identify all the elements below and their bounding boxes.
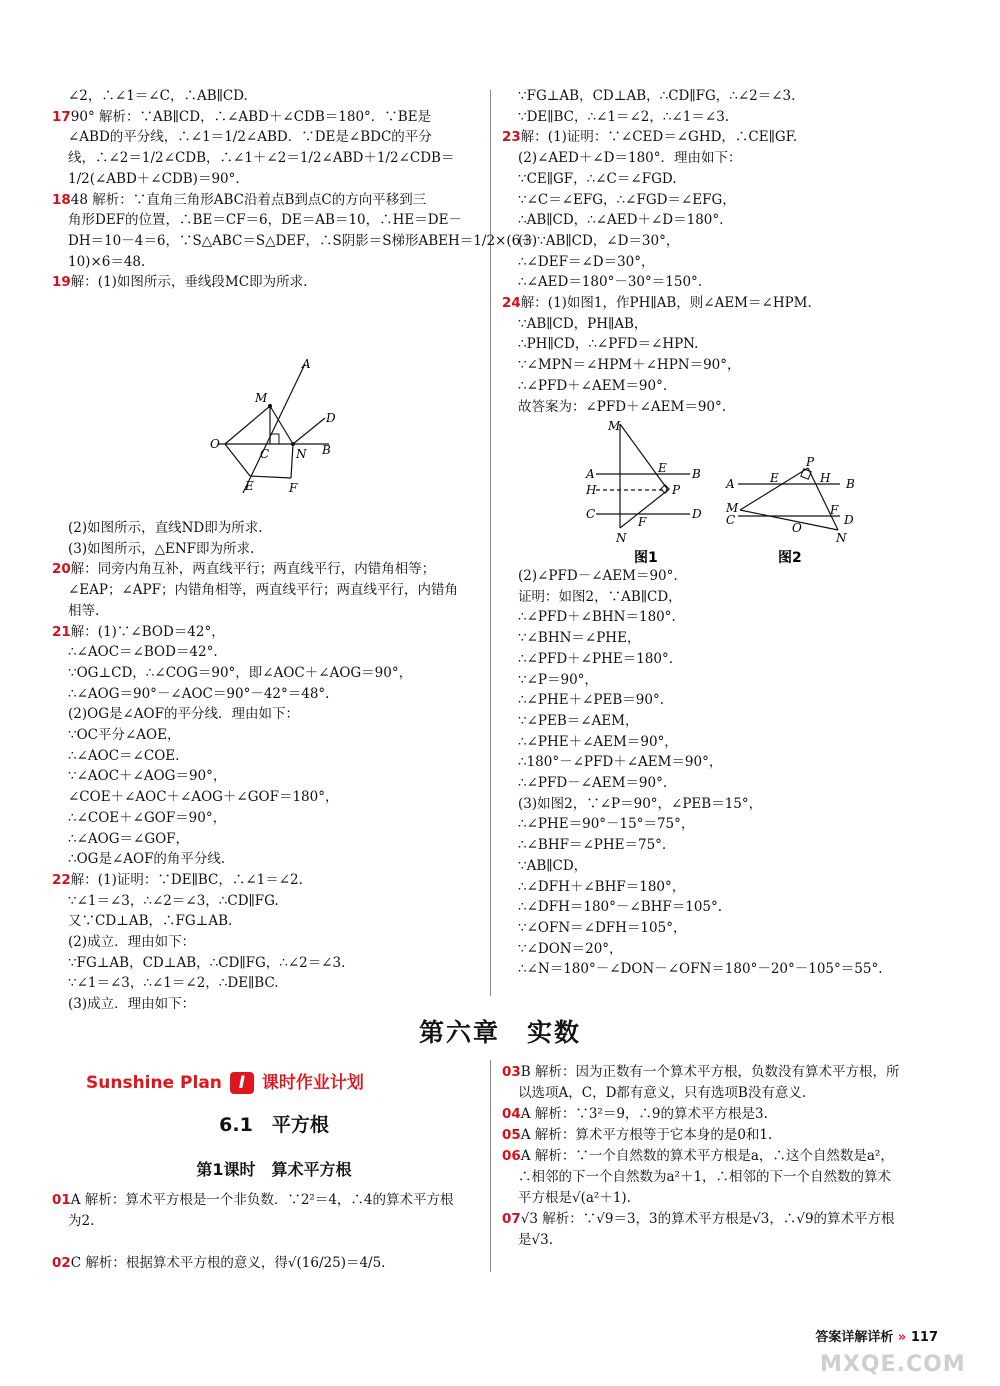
answer-line [518, 252, 930, 273]
answer-text: ∴∠PHE＝90°－15°＝75°， [518, 816, 695, 833]
answer-text: ∠EAP；∠APF；内错角相等，两直线平行；两直线平行，内错角 [68, 582, 459, 599]
answer-text: (2)如图所示，直线ND即为所求. [68, 520, 263, 536]
section-title: 6.1 平方根 [219, 1114, 329, 1136]
answer-text: A 解析：∵3²＝9，∴9的算术平方根是3. [520, 1106, 768, 1122]
answer-line [68, 169, 480, 190]
page-footer [815, 1326, 938, 1345]
answer-line [52, 107, 480, 128]
answer-text: ∵CE∥GF，∴∠C＝∠FGD. [518, 170, 677, 187]
answer-line [518, 877, 930, 898]
answer-line [518, 1083, 930, 1104]
answer-line [68, 704, 480, 725]
question-number: 19 [52, 274, 71, 291]
question-number: 22 [52, 871, 71, 888]
answer-line [518, 607, 930, 628]
answer-text: ∵FG⊥AB，CD⊥AB，∴CD∥FG，∴∠2＝∠3. [518, 88, 796, 104]
question-number: 24 [502, 295, 521, 312]
sunshine-plan-text: Sunshine Plan [86, 1073, 222, 1093]
answer-text: (3)如图所示，△ENF即为所求. [68, 540, 255, 557]
answer-text: (2)∠AED＋∠D＝180°．理由如下： [518, 150, 742, 167]
answer-line [518, 856, 930, 877]
question-number: 18 [52, 191, 71, 208]
question-number: 03 [502, 1064, 521, 1080]
fig2-label-N: N [836, 531, 847, 545]
sunshine-plan-subtitle: 课时作业计划 [261, 1073, 364, 1093]
fig1-label-E: E [658, 461, 667, 475]
answer-line [68, 973, 480, 994]
answer-text: ∴∠COE＋∠GOF＝90°， [68, 809, 227, 826]
answer-text: 相等. [68, 602, 100, 619]
label-E: E [245, 479, 254, 493]
answer-line [68, 231, 534, 252]
answer-line [518, 376, 930, 397]
answer-text: ∴∠AOC＝∠BOD＝42°. [68, 644, 218, 661]
label-C: C [260, 447, 270, 461]
answer-line [68, 148, 480, 169]
answer-text: ∴∠PFD＋∠AEM＝90°. [518, 377, 668, 394]
answer-text: (2)OG是∠AOF的平分线．理由如下： [68, 706, 299, 723]
fig2-label-P: P [806, 455, 815, 469]
answer-text: ∴∠AOG＝90°－∠AOC＝90°－42°＝48°. [68, 685, 330, 702]
answer-line [52, 622, 480, 643]
answer-line [518, 773, 930, 794]
answer-text: ∴∠PFD＋∠PHE＝180°. [518, 650, 674, 667]
question-number: 23 [502, 129, 521, 146]
answer-text: ∴相邻的下一个自然数为a²＋1，∴相邻的下一个自然数的算术 [518, 1169, 892, 1185]
answer-text: ∴∠AED＝180°－30°＝150°. [518, 274, 703, 291]
label-A: A [302, 357, 311, 371]
answer-line [52, 559, 480, 580]
answer-text: 1/2(∠ABD＋∠CDB)＝90°. [68, 170, 240, 187]
answer-text: 解：(1)证明：∵DE∥BC，∴∠1＝∠2. [70, 871, 303, 888]
answer-line [518, 690, 930, 711]
answer-text: 10)×6＝48. [68, 253, 146, 270]
answer-line [68, 663, 480, 684]
question-number: 02 [52, 1255, 71, 1271]
answer-text: 线，∴∠2＝1/2∠CDB，∴∠1＋∠2＝1/2∠ABD＋1/2∠CDB＝ [68, 150, 455, 167]
answer-text: ∴∠DFH＝180°－∠BHF＝105°. [518, 899, 723, 916]
answer-line [68, 808, 480, 829]
answer-text: ∵∠AOC＋∠AOG＝90°， [68, 768, 227, 785]
answer-line [502, 1104, 930, 1125]
answer-line [518, 355, 930, 376]
answer-line [518, 711, 930, 732]
answer-text: ∵∠DON＝20°， [518, 940, 623, 957]
answer-line [518, 272, 930, 293]
left-column-answers-continued [52, 518, 480, 1015]
question-number: 21 [52, 623, 71, 640]
answer-line [68, 1211, 480, 1232]
answer-line [68, 1232, 480, 1253]
answer-line [518, 190, 930, 211]
fig1-label-P: P [672, 483, 681, 497]
answer-text: (2)∠PFD－∠AEM＝90°. [518, 568, 678, 584]
answer-line [68, 725, 480, 746]
answer-text [68, 1234, 72, 1250]
answer-line [68, 746, 480, 767]
answer-text: ∵OC平分∠AOE， [68, 727, 181, 744]
footer-arrow-icon: » [897, 1330, 907, 1345]
question-number: 06 [502, 1148, 521, 1164]
right-column-answers [502, 86, 930, 417]
answer-text: A 解析：算术平方根是一个非负数．∵2²＝4，∴4的算术平方根 [70, 1192, 454, 1208]
answer-line [68, 932, 480, 953]
column-divider-lower [490, 1060, 491, 1272]
answer-text: DH＝10－4＝6，∵S△ABC＝S△DEF，∴S阴影＝S梯形ABEH＝1/2×(6＋ [68, 232, 534, 249]
fig2-caption: 图2 [778, 550, 802, 566]
answer-line [518, 752, 930, 773]
figure-q19 [205, 358, 345, 498]
answer-text: ∴∠AOG＝∠GOF， [68, 830, 190, 847]
answer-text: B 解析：因为正数有一个算术平方根，负数没有算术平方根，所 [520, 1064, 900, 1080]
answer-line [518, 86, 930, 107]
answer-line [52, 190, 480, 211]
question-number: 01 [52, 1192, 71, 1208]
answer-line [502, 293, 930, 314]
fig2-label-H: H [820, 471, 831, 485]
answer-line [502, 1146, 930, 1167]
answer-text: ∵∠P＝90°， [518, 671, 598, 688]
fig2-label-D: D [844, 513, 854, 527]
answer-text: 又∵CD⊥AB，∴FG⊥AB. [68, 913, 233, 930]
answer-line [518, 794, 930, 815]
answer-text: (3)成立．理由如下： [68, 996, 196, 1013]
plan-badge: I [230, 1072, 254, 1094]
answer-text: A 解析：算术平方根等于它本身的是0和1. [520, 1127, 773, 1143]
fig2-label-M: M [726, 501, 739, 515]
answer-line [52, 272, 480, 293]
answer-line [518, 959, 930, 980]
answer-line [518, 670, 930, 691]
answer-line [68, 210, 480, 231]
lesson-title: 第1课时 算术平方根 [196, 1160, 352, 1179]
answer-text: ∵∠1＝∠3，∴∠1＝∠2，∴DE∥BC. [68, 975, 279, 992]
answer-line [52, 1190, 480, 1211]
answer-line [68, 787, 480, 808]
answer-line [68, 580, 480, 601]
label-M: M [255, 391, 268, 405]
question-number: 20 [52, 561, 71, 578]
answer-text: (3)如图2，∵∠P＝90°，∠PEB＝15°， [518, 795, 763, 812]
answer-line [502, 1062, 930, 1083]
bottom-left-answers [52, 1190, 480, 1274]
fig1-caption: 图1 [634, 550, 658, 566]
answer-line [518, 1167, 930, 1188]
figure-1 [582, 416, 712, 564]
answer-text: ∵∠PEB＝∠AEM， [518, 712, 639, 729]
answer-line [68, 953, 480, 974]
answer-line [52, 870, 480, 891]
answer-line [502, 1209, 930, 1230]
column-divider [490, 90, 491, 996]
answer-text: 平方根是√(a²＋1). [518, 1190, 631, 1206]
answer-line [518, 587, 930, 608]
label-O: O [210, 437, 220, 451]
answer-text: ∵AB∥CD，PH∥AB， [518, 315, 648, 332]
answer-text: ∴∠PFD－∠AEM＝90°. [518, 775, 668, 792]
label-B: B [322, 443, 331, 457]
answer-text: 解：(1)如图所示，垂线段MC即为所求. [70, 274, 308, 291]
answer-text: ∵∠OFN＝∠DFH＝105°， [518, 919, 687, 936]
answer-line [518, 334, 930, 355]
answer-line [68, 849, 480, 870]
fig1-label-D: D [692, 507, 702, 521]
answer-line [518, 566, 930, 587]
answer-line [518, 897, 930, 918]
answer-line [518, 628, 930, 649]
answer-line [518, 148, 930, 169]
answer-line [518, 1188, 930, 1209]
fig2-label-C: C [726, 513, 736, 527]
answer-text: ∴∠DEF＝∠D＝30°， [518, 253, 655, 270]
watermark: MXQE.COM [820, 1352, 966, 1377]
answer-text: 解：同旁内角互补，两直线平行；两直线平行，内错角相等； [70, 561, 436, 578]
fig1-label-N: N [616, 531, 627, 545]
fig1-label-B: B [692, 467, 701, 481]
answer-text: A 解析：∵一个自然数的算术平方根是a，∴这个自然数是a²， [520, 1148, 894, 1164]
fig2-label-F: F [830, 503, 839, 517]
bottom-right-answers [502, 1062, 930, 1251]
answer-text: √3 解析：∵√9＝3，3的算术平方根是√3，∴√9的算术平方根 [520, 1211, 895, 1227]
answer-text: 解：(1)∵∠BOD＝42°， [70, 623, 225, 640]
answer-line [518, 814, 930, 835]
answer-text: ∴∠AOC＝∠COE. [68, 747, 180, 764]
answer-text: ∠2，∴∠1＝∠C，∴AB∥CD. [68, 88, 248, 104]
fig1-label-F: F [638, 515, 647, 529]
answer-text: ∴∠PFD＋∠BHN＝180°. [518, 609, 676, 626]
answer-text: (2)成立．理由如下： [68, 934, 196, 951]
question-number: 17 [52, 108, 71, 125]
answer-text: ∴OG是∠AOF的角平分线. [68, 851, 226, 868]
answer-text: C 解析：根据算术平方根的意义，得√(16/25)＝4/5. [70, 1255, 386, 1271]
fig1-label-C: C [586, 507, 596, 521]
label-F: F [289, 481, 298, 495]
answer-line [68, 642, 480, 663]
label-N: N [296, 447, 307, 461]
answer-line [68, 891, 480, 912]
answer-line [68, 829, 480, 850]
answer-line [68, 539, 480, 560]
answer-line [68, 911, 480, 932]
answer-line [518, 169, 930, 190]
answer-text: ∵OG⊥CD，∴∠COG＝90°，即∠AOC＋∠AOG＝90°， [68, 664, 413, 681]
answer-text: 是√3. [518, 1232, 553, 1248]
answer-line [502, 1125, 930, 1146]
answer-text: 为2. [68, 1213, 95, 1229]
answer-line [68, 127, 480, 148]
answer-line [518, 918, 930, 939]
answer-text: ∵∠1＝∠3，∴∠2＝∠3，∴CD∥FG. [68, 892, 279, 909]
answer-text: 角形DEF的位置，∴BE＝CF＝6，DE＝AB＝10，∴HE＝DE－ [68, 212, 462, 229]
fig2-label-B: B [846, 477, 855, 491]
figure-2 [720, 454, 870, 566]
answer-line [518, 1230, 930, 1251]
fig1-label-M: M [608, 419, 621, 433]
answer-text: 解：(1)如图1，作PH∥AB，则∠AEM＝∠HPM. [520, 295, 812, 312]
answer-text: ∴∠BHF＝∠PHE＝75°. [518, 837, 667, 854]
answer-line [518, 107, 930, 128]
answer-text: 解：(1)证明：∵∠CED＝∠GHD，∴CE∥GF. [520, 129, 798, 146]
answer-line [68, 518, 480, 539]
footer-text: 答案详解详析 [815, 1330, 894, 1345]
answer-text: ∵FG⊥AB，CD⊥AB，∴CD∥FG，∴∠2＝∠3. [68, 954, 346, 971]
fig1-label-A: A [586, 467, 595, 481]
answer-line [518, 732, 930, 753]
answer-text: 证明：如图2，∵AB∥CD， [518, 588, 682, 605]
answer-line [68, 252, 480, 273]
answer-line [518, 231, 930, 252]
answer-line [68, 766, 480, 787]
right-column-answers-continued [518, 566, 930, 980]
answer-text: ∴∠N＝180°－∠DON－∠OFN＝180°－20°－105°＝55°. [518, 961, 883, 978]
answer-text: ∠COE＋∠AOC＋∠AOG＋∠GOF＝180°， [68, 789, 339, 806]
answer-line [68, 994, 480, 1015]
question-number: 07 [502, 1211, 521, 1227]
answer-line [68, 601, 480, 622]
answer-line [518, 397, 930, 418]
answer-text: 48 解析：∵直角三角形ABC沿着点B到点C的方向平移到三 [70, 191, 427, 208]
fig2-label-O: O [792, 521, 802, 535]
answer-text: ∵∠BHN＝∠PHE， [518, 630, 641, 647]
answer-text: ∴∠DFH＋∠BHF＝180°， [518, 878, 686, 895]
answer-text: ∴PH∥CD，∴∠PFD＝∠HPN. [518, 336, 699, 353]
answer-line [518, 314, 930, 335]
answer-text: ∴∠PHE＋∠PEB＝90°. [518, 692, 665, 709]
chapter-title: 第六章 实数 [418, 1018, 581, 1047]
answer-text: (3)∵AB∥CD，∠D＝30°， [518, 232, 680, 249]
answer-text: ∴AB∥CD，∴∠AED＋∠D＝180°. [518, 212, 724, 229]
answer-line [518, 210, 930, 231]
answer-text: 90° 解析：∵AB∥CD，∴∠ABD＋∠CDB＝180°．∵BE是 [70, 108, 432, 125]
answer-text: 故答案为：∠PFD＋∠AEM＝90°. [518, 398, 727, 415]
answer-line [518, 649, 930, 670]
answer-line [68, 684, 480, 705]
answer-text: ∴180°－∠PFD＋∠AEM＝90°， [518, 754, 723, 771]
question-number: 05 [502, 1127, 521, 1143]
answer-text: ∵AB∥CD， [518, 857, 588, 874]
answer-line [52, 1253, 480, 1274]
label-D: D [326, 411, 336, 425]
fig1-label-H: H [586, 483, 597, 497]
answer-text: ∵∠MPN＝∠HPM＋∠HPN＝90°， [518, 357, 741, 374]
question-number: 04 [502, 1106, 521, 1122]
answer-text: ∠ABD的平分线，∴∠1＝1/2∠ABD．∵DE是∠BDC的平分 [68, 129, 432, 146]
answer-text: ∵∠C＝∠EFG，∴∠FGD＝∠EFG， [518, 191, 736, 208]
answer-text: ∵DE∥BC，∴∠1＝∠2，∴∠1＝∠3. [518, 108, 730, 125]
page-number: 117 [910, 1330, 938, 1345]
fig2-label-A: A [726, 477, 735, 491]
sunshine-plan-banner [86, 1068, 364, 1094]
answer-text: ∴∠PHE＋∠AEM＝90°， [518, 733, 678, 750]
fig2-label-E: E [770, 471, 779, 485]
answer-line [518, 939, 930, 960]
answer-line [518, 835, 930, 856]
answer-line [502, 127, 930, 148]
answer-text: 以选项A，C，D都有意义，只有选项B没有意义. [518, 1085, 807, 1101]
answer-line [68, 86, 480, 107]
